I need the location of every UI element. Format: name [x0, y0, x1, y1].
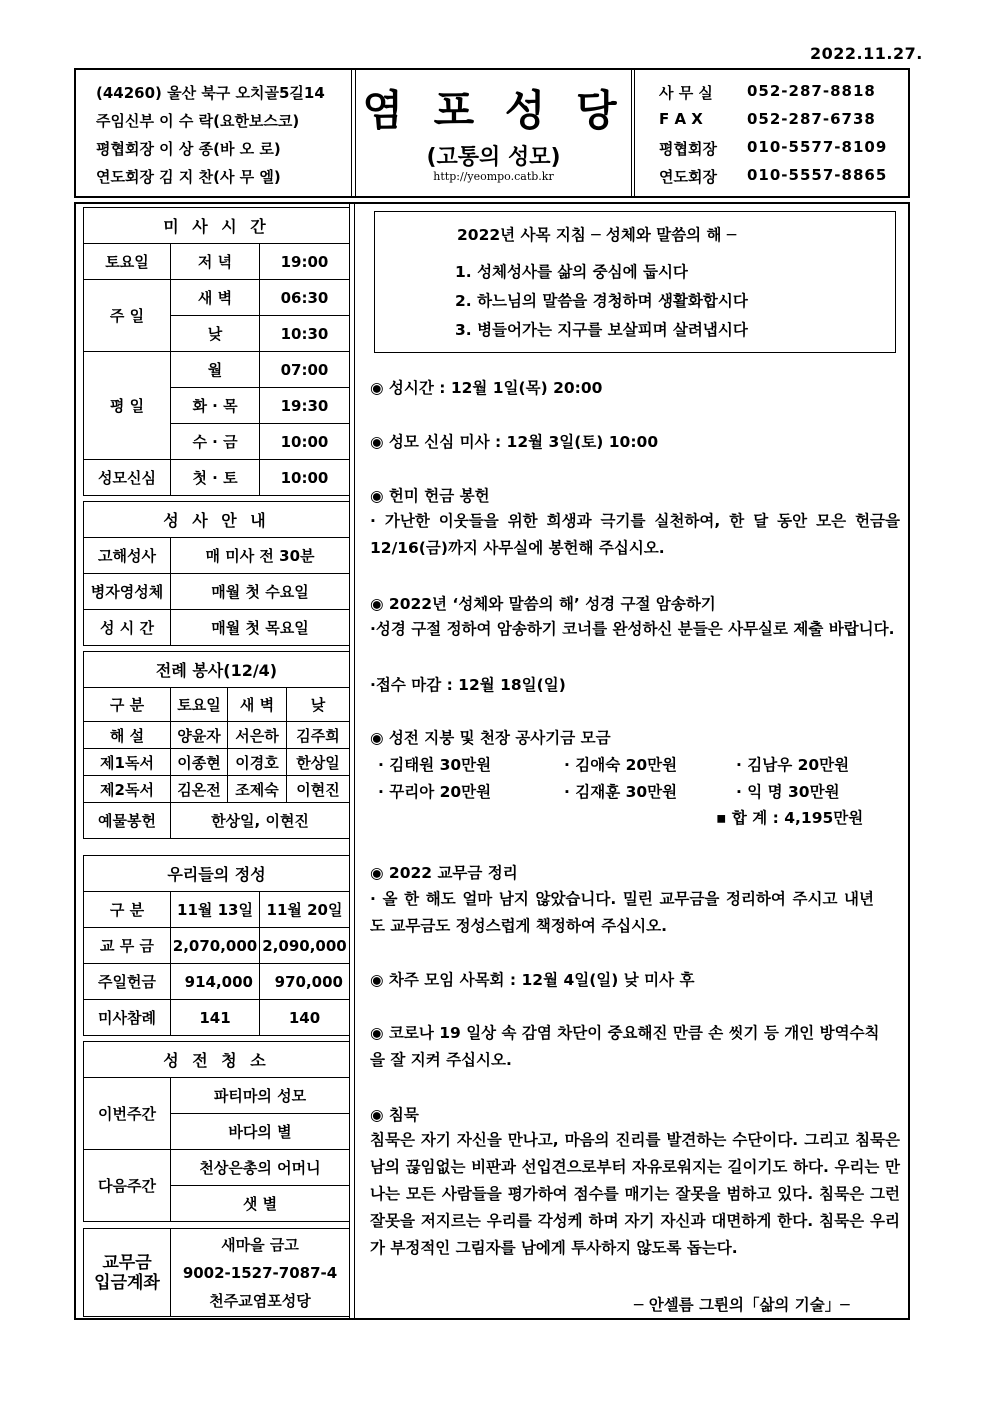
offerings-cell: 914,000	[171, 964, 260, 1000]
notice-covid: ◉ 코로나 19 일상 속 감염 차단이 중요해진 만큼 손 씻기 등 개인 방역수칙을 잘 지켜 주십시오.	[370, 1024, 880, 1069]
fund-total: ▪ 합 계 : 4,195만원	[716, 809, 864, 827]
sun-noon-label: 낮	[171, 316, 260, 352]
holy-hour-value: 매월 첫 목요일	[171, 610, 350, 646]
policy-title: 2022년 사목 지침 ─ 성체와 말씀의 해 ─	[457, 226, 737, 244]
contact-council-label: 평협회장	[659, 140, 717, 158]
account-table	[83, 1228, 350, 1317]
mary-devotion-time: 10:00	[260, 460, 350, 496]
notice-next-meeting: ◉ 차주 모임 사목회 : 12월 4일(일) 낮 미사 후	[370, 971, 695, 989]
confession-label: 고해성사	[84, 538, 171, 574]
account-label	[84, 1229, 171, 1317]
liturgy-row-label: 해 설	[84, 722, 171, 749]
notice-mary-mass: ◉ 성모 신심 미사 : 12월 3일(토) 10:00	[370, 433, 659, 451]
offerings-col-week2: 11월 20일	[260, 892, 350, 928]
church-subtitle: (고통의 성모)	[426, 145, 561, 170]
header	[74, 68, 910, 198]
offering-label: 예물봉헌	[84, 803, 171, 839]
liturgy-cell: 김주희	[287, 722, 350, 749]
account-bank: 새마을 금고	[221, 1235, 299, 1254]
donor: · 익 명 30만원	[736, 783, 840, 801]
cleaning-table	[83, 1041, 350, 1222]
notice-rice-offering-body: · 가난한 이웃들을 위한 희생과 극기를 실천하여, 한 달 동안 모은 헌금을 12/16(금)까지 사무실에 봉헌해 주십시오.	[370, 512, 900, 557]
notice-fund-title: ◉ 성전 지붕 및 천장 공사기금 모금	[370, 729, 611, 747]
sun-noon-time: 10:30	[260, 316, 350, 352]
contact-memorial-value: 010-5557-8865	[747, 166, 888, 184]
liturgy-cell: 서은하	[228, 722, 287, 749]
wed-fri-time: 10:00	[260, 424, 350, 460]
offerings-row-label: 미사참례	[84, 1000, 171, 1036]
donor: · 김남우 20만원	[736, 756, 850, 774]
account-label-line2: 입금계좌	[94, 1272, 160, 1293]
contact-office-label: 사 무 실	[659, 84, 713, 102]
notice-holy-hour: ◉ 성시간 : 12월 1일(목) 20:00	[370, 379, 603, 397]
sun-dawn-time: 06:30	[260, 280, 350, 316]
sunday-label: 주 일	[84, 280, 171, 352]
church-title: 염 포 성 당	[362, 86, 625, 135]
contact-fax-value: 052-287-6738	[747, 110, 876, 128]
mon-time: 07:00	[260, 352, 350, 388]
weekday-label: 평 일	[84, 352, 171, 460]
offerings-row-label: 주일헌금	[84, 964, 171, 1000]
offerings-col-week1: 11월 13일	[171, 892, 260, 928]
notice-bible-body: ·성경 구절 정하여 암송하기 코너를 완성하신 분들은 사무실로 제출 바랍니다.	[370, 620, 895, 638]
contact-memorial-label: 연도회장	[659, 168, 717, 186]
header-info	[76, 70, 352, 196]
account-details	[171, 1229, 350, 1317]
liturgy-row-label: 제1독서	[84, 749, 171, 776]
mon-label: 월	[171, 352, 260, 388]
mass-times-title: 미 사 시 간	[84, 208, 350, 244]
donor: · 김태원 30만원	[378, 756, 492, 774]
liturgy-cell: 한상일	[287, 749, 350, 776]
sacrament-table	[83, 501, 350, 646]
liturgy-col-category: 구 분	[84, 688, 171, 722]
mary-devotion-label: 성모신심	[84, 460, 171, 496]
holy-hour-label: 성 시 간	[84, 610, 171, 646]
sat-label: 토요일	[84, 244, 171, 280]
this-week-group: 파티마의 성모	[171, 1078, 350, 1114]
policy-item: 3. 병들어가는 지구를 보살피며 살려냅시다	[455, 321, 748, 339]
next-week-group: 천상은총의 어머니	[171, 1150, 350, 1186]
tue-thu-time: 19:30	[260, 388, 350, 424]
liturgy-cell: 김온전	[171, 776, 228, 803]
pastoral-policy-box	[374, 211, 896, 353]
notice-rice-offering-title: ◉ 헌미 헌금 봉헌	[370, 487, 490, 505]
offering-value: 한상일, 이현진	[171, 803, 350, 839]
account-number: 9002-1527-7087-4	[182, 1263, 338, 1282]
church-url[interactable]: http://yeompo.catb.kr	[433, 170, 554, 183]
notice-silence-body: 침묵은 자기 자신을 만나고, 마음의 진리를 발견하는 수단이다. 그리고 침묵은 남의 끊임없는 비판과 선입견으로부터 자유로워지는 길이기도 하다. 우리는 만나는 모든 사람들을 평가하여 점수를 매기는 잘못을 범하고 있다. 침묵은 그런 잘못을 저지르는 우리를 각성케 하며 자기 자신과 대면하게 한다. 침묵은 우리가 부정적인 그림자를 남에게 투사하지 않도록 돕는다.	[370, 1131, 900, 1257]
offerings-cell: 970,000	[260, 964, 350, 1000]
liturgy-col-dawn: 새 벽	[228, 688, 287, 722]
wed-fri-label: 수 · 금	[171, 424, 260, 460]
donor: · 김애숙 20만원	[564, 756, 678, 774]
sick-communion-label: 병자영성체	[84, 574, 171, 610]
offerings-col-category: 구 분	[84, 892, 171, 928]
sacrament-title: 성 사 안 내	[84, 502, 350, 538]
header-title-block	[355, 70, 632, 196]
mass-times-table	[83, 207, 350, 496]
policy-item: 1. 성체성사를 삶의 중심에 둡시다	[455, 263, 688, 281]
notice-bible-deadline: ·접수 마감 : 12월 18일(일)	[370, 676, 566, 694]
sat-evening-label: 저 녁	[171, 244, 260, 280]
liturgy-table	[83, 651, 350, 839]
liturgy-cell: 조제숙	[228, 776, 287, 803]
tue-thu-label: 화 · 목	[171, 388, 260, 424]
donor: · 김재훈 30만원	[564, 783, 678, 801]
column-divider	[354, 202, 355, 1320]
next-week-label: 다음주간	[84, 1150, 171, 1222]
sat-time: 19:00	[260, 244, 350, 280]
liturgy-cell: 이경호	[228, 749, 287, 776]
mary-devotion-when: 첫 · 토	[171, 460, 260, 496]
sun-dawn-label: 새 벽	[171, 280, 260, 316]
offerings-row-label: 교 무 금	[84, 928, 171, 964]
memorial-president: 연도회장 김 지 찬(사 무 엘)	[96, 168, 281, 186]
liturgy-col-noon: 낮	[287, 688, 350, 722]
liturgy-cell: 이종현	[171, 749, 228, 776]
council-president: 평협회장 이 상 종(바 오 로)	[96, 140, 281, 158]
offerings-cell: 2,070,000	[171, 928, 260, 964]
offerings-cell: 141	[171, 1000, 260, 1036]
liturgy-title: 전례 봉사(12/4)	[84, 652, 350, 688]
contact-council-value: 010-5577-8109	[747, 138, 888, 156]
account-holder: 천주교염포성당	[209, 1291, 311, 1310]
liturgy-row-label: 제2독서	[84, 776, 171, 803]
donor: · 꾸리아 20만원	[378, 783, 492, 801]
header-contacts	[634, 70, 909, 196]
confession-value: 매 미사 전 30분	[171, 538, 350, 574]
notice-silence-title: ◉ 침묵	[370, 1106, 419, 1124]
policy-item: 2. 하느님의 말씀을 경청하며 생활화합시다	[455, 292, 748, 310]
contact-office-value: 052-287-8818	[747, 82, 876, 100]
address: (44260) 울산 북구 오치골5길14	[96, 84, 325, 102]
sick-communion-value: 매월 첫 수요일	[171, 574, 350, 610]
liturgy-cell: 양윤자	[171, 722, 228, 749]
notice-dues-title: ◉ 2022 교무금 정리	[370, 864, 518, 882]
offerings-title: 우리들의 정성	[84, 856, 350, 892]
contact-fax-label: F A X	[659, 110, 703, 128]
cleaning-title: 성 전 청 소	[84, 1042, 350, 1078]
notice-bible-title: ◉ 2022년 ‘성체와 말씀의 해’ 성경 구절 암송하기	[370, 595, 716, 613]
liturgy-cell: 이현진	[287, 776, 350, 803]
account-label-line1: 교무금	[102, 1252, 152, 1273]
liturgy-col-saturday: 토요일	[171, 688, 228, 722]
this-week-group: 바다의 별	[171, 1114, 350, 1150]
issue-date: 2022.11.27.	[810, 44, 923, 63]
notice-dues-body: · 올 한 해도 얼마 남지 않았습니다. 밀린 교무금을 정리하여 주시고 내년도 교무금도 정성스럽게 책정하여 주십시오.	[370, 890, 874, 935]
this-week-label: 이번주간	[84, 1078, 171, 1150]
offerings-cell: 2,090,000	[260, 928, 350, 964]
pastor: 주임신부 이 수 락(요한보스코)	[96, 112, 300, 130]
next-week-group: 샛 별	[171, 1186, 350, 1222]
offerings-cell: 140	[260, 1000, 350, 1036]
notice-silence-source: ─ 안셀름 그륀의「삶의 기술」─	[634, 1296, 850, 1314]
offerings-table	[83, 855, 350, 1036]
